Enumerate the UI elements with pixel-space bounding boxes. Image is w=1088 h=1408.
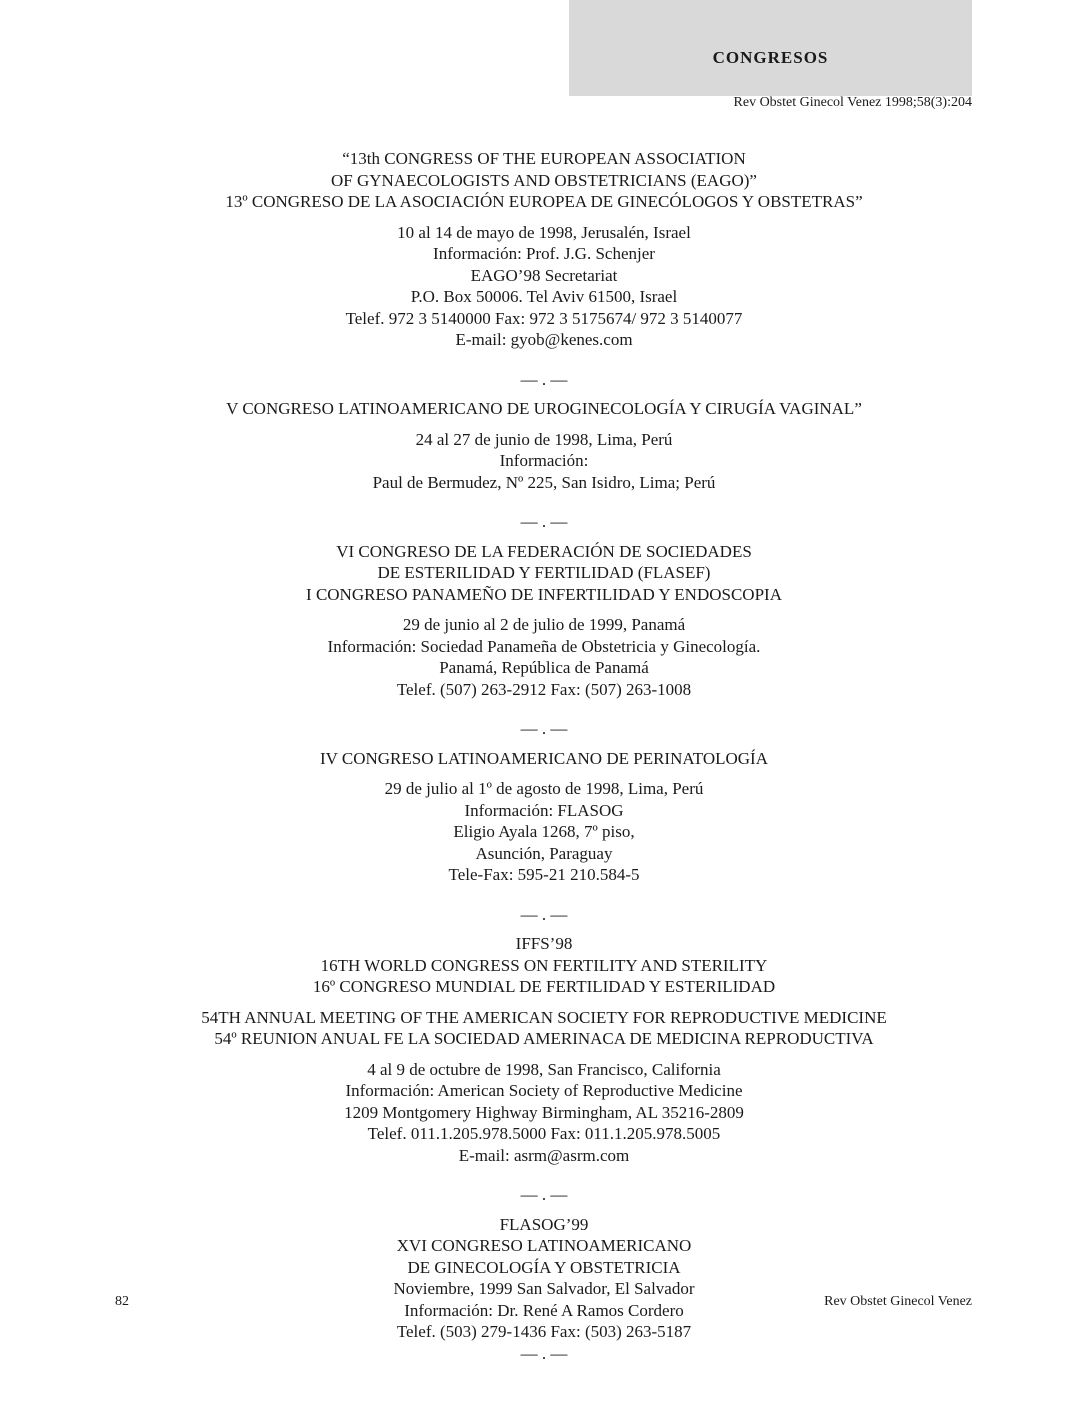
entry-title — [110, 1214, 978, 1279]
info-line: Asunción, Paraguay — [475, 843, 613, 863]
entry-title — [110, 398, 978, 420]
title-line: 16º CONGRESO MUNDIAL DE FERTILIDAD Y ESTERILIDAD — [312, 977, 776, 996]
info-line: Noviembre, 1999 San Salvador, El Salvador — [393, 1279, 695, 1298]
entry-info — [110, 429, 978, 494]
info-line: Información: Prof. J.G. Schenjer — [433, 244, 655, 263]
title-line: 54TH ANNUAL MEETING OF THE AMERICAN SOCIETY FOR REPRODUCTIVE MEDICINE — [201, 1007, 887, 1027]
entry-separator: — . — — [520, 719, 568, 738]
congress-entry-eago — [110, 148, 978, 351]
title-line: VI CONGRESO DE LA FEDERACIÓN DE SOCIEDADES — [336, 541, 752, 561]
congress-listing — [110, 148, 978, 1372]
journal-citation: Rev Obstet Ginecol Venez 1998;58(3):204 — [733, 95, 972, 110]
info-line: 4 al 9 de octubre de 1998, San Francisco, California — [367, 1059, 721, 1079]
info-line: Panamá, República de Panamá — [439, 658, 649, 677]
title-line: V CONGRESO LATINOAMERICANO DE UROGINECOLOGÍA Y CIRUGÍA VAGINAL” — [226, 399, 862, 418]
title-line: IV CONGRESO LATINOAMERICANO DE PERINATOLOGÍA — [320, 748, 768, 768]
info-line: Información: Sociedad Panameña de Obstetricia y Ginecología. — [327, 636, 761, 656]
entry-title — [110, 933, 978, 998]
title-line: DE ESTERILIDAD Y FERTILIDAD (FLASEF) — [377, 563, 711, 582]
info-line: 24 al 27 de junio de 1998, Lima, Perú — [415, 429, 673, 449]
congress-entry-flasog — [110, 1214, 978, 1343]
info-email: E-mail: asrm@asrm.com — [458, 1145, 630, 1165]
info-line: Telef. (503) 279-1436 Fax: (503) 263-5187 — [396, 1322, 692, 1341]
info-email: E-mail: gyob@kenes.com — [455, 330, 633, 349]
entry-title — [110, 148, 978, 213]
section-title: CONGRESOS — [712, 48, 829, 67]
info-line: 10 al 14 de mayo de 1998, Jerusalén, Israel — [397, 222, 691, 242]
info-line: Información: FLASOG — [464, 800, 624, 820]
entry-title — [110, 748, 978, 770]
info-line: P.O. Box 50006. Tel Aviv 61500, Israel — [410, 287, 678, 306]
footer-journal: Rev Obstet Ginecol Venez — [824, 1294, 972, 1309]
section-header-tab — [569, 0, 972, 96]
congress-entry-flasef — [110, 541, 978, 701]
entry-subtitle — [110, 1007, 978, 1050]
title-line: DE GINECOLOGÍA Y OBSTETRICIA — [407, 1257, 681, 1277]
info-line: Telef. 011.1.205.978.5000 Fax: 011.1.205.978.5005 — [367, 1124, 721, 1143]
info-line: Tele-Fax: 595-21 210.584-5 — [448, 865, 640, 884]
congress-entry-iffs — [110, 933, 978, 1166]
info-line: Telef. (507) 263-2912 Fax: (507) 263-1008 — [396, 679, 692, 699]
info-line: 1209 Montgomery Highway Birmingham, AL 35216-2809 — [344, 1102, 744, 1122]
congress-entry-uroginecologia — [110, 398, 978, 493]
info-line: Paul de Bermudez, Nº 225, San Isidro, Lima; Perú — [372, 472, 716, 492]
info-line: Información: Dr. René A Ramos Cordero — [404, 1300, 684, 1320]
title-line: IFFS’98 — [515, 934, 573, 953]
info-line: 29 de julio al 1º de agosto de 1998, Lima, Perú — [384, 779, 704, 798]
entry-info — [110, 614, 978, 700]
title-line: XVI CONGRESO LATINOAMERICANO — [396, 1236, 692, 1255]
info-line: Información: American Society of Reproductive Medicine — [345, 1081, 743, 1100]
entry-separator: — . — — [520, 369, 568, 389]
info-line: 29 de junio al 2 de julio de 1999, Panamá — [402, 615, 686, 634]
entry-separator: — . — — [520, 1343, 568, 1363]
title-line: OF GYNAECOLOGISTS AND OBSTETRICIANS (EAGO)” — [331, 170, 757, 190]
info-line: EAGO’98 Secretariat — [470, 265, 618, 285]
entry-separator: — . — — [520, 904, 568, 924]
title-line: 54º REUNION ANUAL FE LA SOCIEDAD AMERINACA DE MEDICINA REPRODUCTIVA — [214, 1029, 874, 1048]
entry-separator: — . — — [520, 512, 568, 531]
title-line: “13th CONGRESS OF THE EUROPEAN ASSOCIATION — [342, 149, 746, 168]
title-line: 16TH WORLD CONGRESS ON FERTILITY AND STERILITY — [320, 955, 768, 975]
info-line: Telef. 972 3 5140000 Fax: 972 3 5175674/ 972 3 5140077 — [345, 308, 743, 328]
title-line: I CONGRESO PANAMEÑO DE INFERTILIDAD Y ENDOSCOPIA — [306, 584, 782, 604]
entry-separator: — . — — [520, 1185, 568, 1204]
entry-info — [110, 778, 978, 886]
title-line: 13º CONGRESO DE LA ASOCIACIÓN EUROPEA DE GINECÓLOGOS Y OBSTETRAS” — [225, 192, 863, 211]
entry-info — [110, 1278, 978, 1343]
title-line: FLASOG’99 — [499, 1214, 589, 1234]
info-line: Información: — [499, 451, 589, 470]
entry-title — [110, 541, 978, 606]
entry-info — [110, 1059, 978, 1167]
congress-entry-perinatologia — [110, 748, 978, 886]
entry-info — [110, 222, 978, 351]
info-line: Eligio Ayala 1268, 7º piso, — [453, 822, 635, 841]
page-number: 82 — [115, 1294, 129, 1309]
